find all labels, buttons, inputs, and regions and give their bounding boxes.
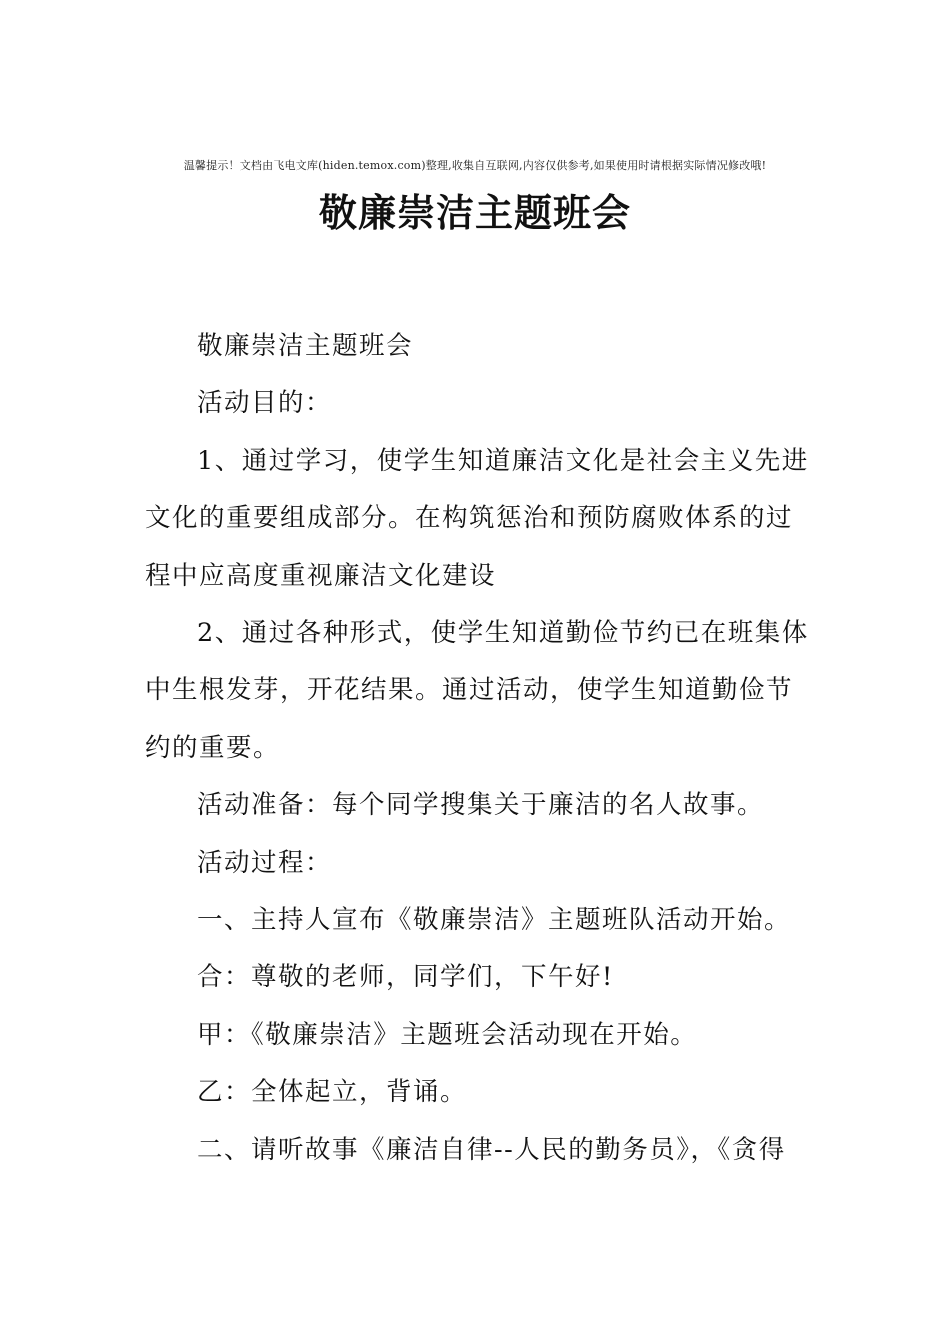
paragraph: 活动准备：每个同学搜集关于廉洁的名人故事。: [197, 790, 765, 821]
paragraph: 2、通过各种形式，使学生知道勤俭节约已在班集体中生根发芽，开花结果。通过活动，使学生知道勤俭节约的重要。: [145, 618, 809, 763]
paragraph: 二、请听故事《廉洁自律--人民的勤务员》，《贪得: [197, 1134, 786, 1165]
paragraph: 敬廉崇洁主题班会: [197, 331, 414, 361]
paragraph: 甲：《敬廉崇洁》主题班会活动现在开始。: [197, 1019, 698, 1050]
document-body: [145, 318, 810, 1179]
document-title: 敬廉崇洁主题班会: [318, 190, 631, 235]
paragraph: 一、主持人宣布《敬廉崇洁》主题班队活动开始。: [197, 905, 792, 936]
paragraph: 乙：全体起立，背诵。: [197, 1077, 468, 1108]
paragraph: 合：尊敬的老师，同学们，下午好!: [197, 962, 614, 993]
paragraph: 活动目的：: [197, 388, 333, 419]
paragraph: 1、通过学习，使学生知道廉洁文化是社会主义先进文化的重要组成部分。在构筑惩治和预防腐败体系的过程中应高度重视廉洁文化建设: [145, 445, 809, 591]
paragraph: 活动过程：: [197, 847, 333, 878]
document-notice: 温馨提示！文档由飞电文库(hiden.temox.com)整理,收集自互联网,内容仅供参考,如果使用时请根据实际情况修改哦!: [183, 159, 767, 172]
